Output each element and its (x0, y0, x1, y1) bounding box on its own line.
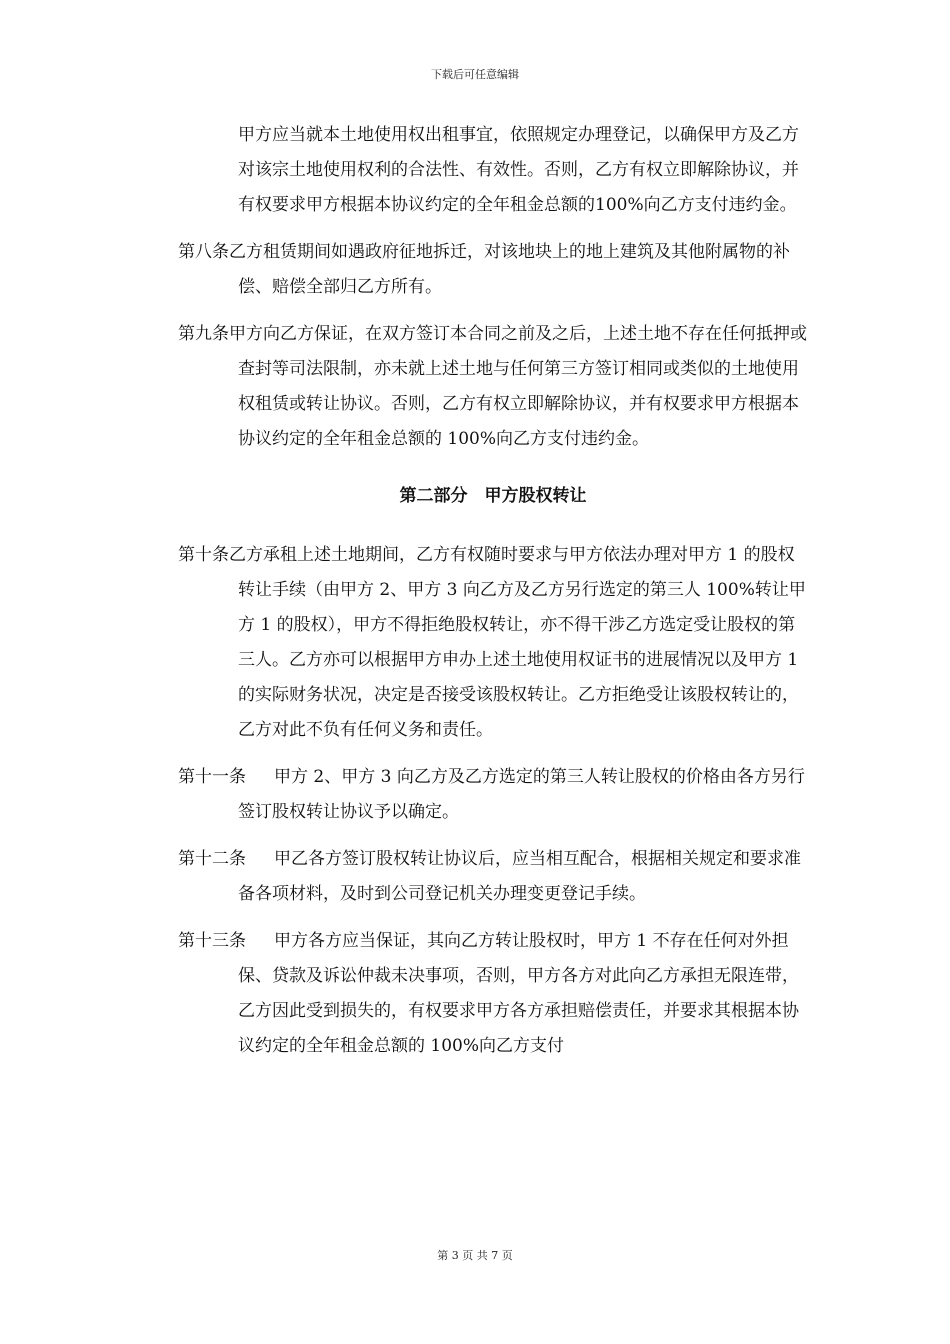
clause-8: 第八条乙方租赁期间如遇政府征地拆迁，对该地块上的地上建筑及其他附属物的补偿、赔偿全部归乙方所有。 (178, 242, 790, 297)
clause-12-text: 甲乙各方签订股权转让协议后，应当相互配合，根据相关规定和要求准备各项材料，及时到公司登记机关办理变更登记手续。 (238, 849, 801, 904)
clause-12 (178, 842, 808, 912)
clause-7-continuation: 甲方应当就本土地使用权出租事宜，依照规定办理登记，以确保甲方及乙方对该宗土地使用权利的合法性、有效性。否则，乙方有权立即解除协议，并有权要求甲方根据本协议约定的全年租金总额的100%向乙方支付违约金。 (238, 125, 799, 215)
clause-11 (178, 760, 808, 830)
clause-11-label: 第十一条 (178, 767, 246, 787)
page-footer: 第 3 页 共 7 页 (437, 1249, 513, 1262)
clause-13 (178, 924, 808, 1064)
page-header: 下载后可任意编辑 (431, 68, 519, 81)
clause-9: 第九条甲方向乙方保证，在双方签订本合同之前及之后，上述土地不存在任何抵押或查封等司法限制，亦未就上述土地与任何第三方签订相同或类似的土地使用权租赁或转让协议。否则，乙方有权立即解除协议，并有权要求甲方根据本协议约定的全年租金总额的 100%向乙方支付违约金。 (178, 324, 807, 449)
clause-13-label: 第十三条 (178, 931, 246, 951)
document-body (178, 118, 808, 1076)
clause-10: 第十条乙方承租上述土地期间，乙方有权随时要求与甲方依法办理对甲方 1 的股权转让手续（由甲方 2、甲方 3 向乙方及乙方另行选定的第三人 100%转让甲方 1 的股权），甲方不得拒绝股权转让，亦不得干涉乙方选定受让股权的第三人。乙方亦可以根据甲方申办上述土地使用权证书的进展情况以及甲方 1 的实际财务状况，决定是否接受该股权转让。乙方拒绝受让该股权转让的，乙方对此不负有任何义务和责任。 (178, 545, 806, 740)
section-title: 第二部分 甲方股权转让 (399, 486, 587, 506)
clause-11-text: 甲方 2、甲方 3 向乙方及乙方选定的第三人转让股权的价格由各方另行签订股权转让协议予以确定。 (238, 767, 805, 822)
clause-12-label: 第十二条 (178, 849, 246, 869)
clause-13-text: 甲方各方应当保证，其向乙方转让股权时，甲方 1 不存在任何对外担保、贷款及诉讼仲裁未决事项，否则，甲方各方对此向乙方承担无限连带，乙方因此受到损失的，有权要求甲方各方承担赔偿责任，并要求其根据本协议约定的全年租金总额的 100%向乙方支付 (238, 931, 799, 1056)
